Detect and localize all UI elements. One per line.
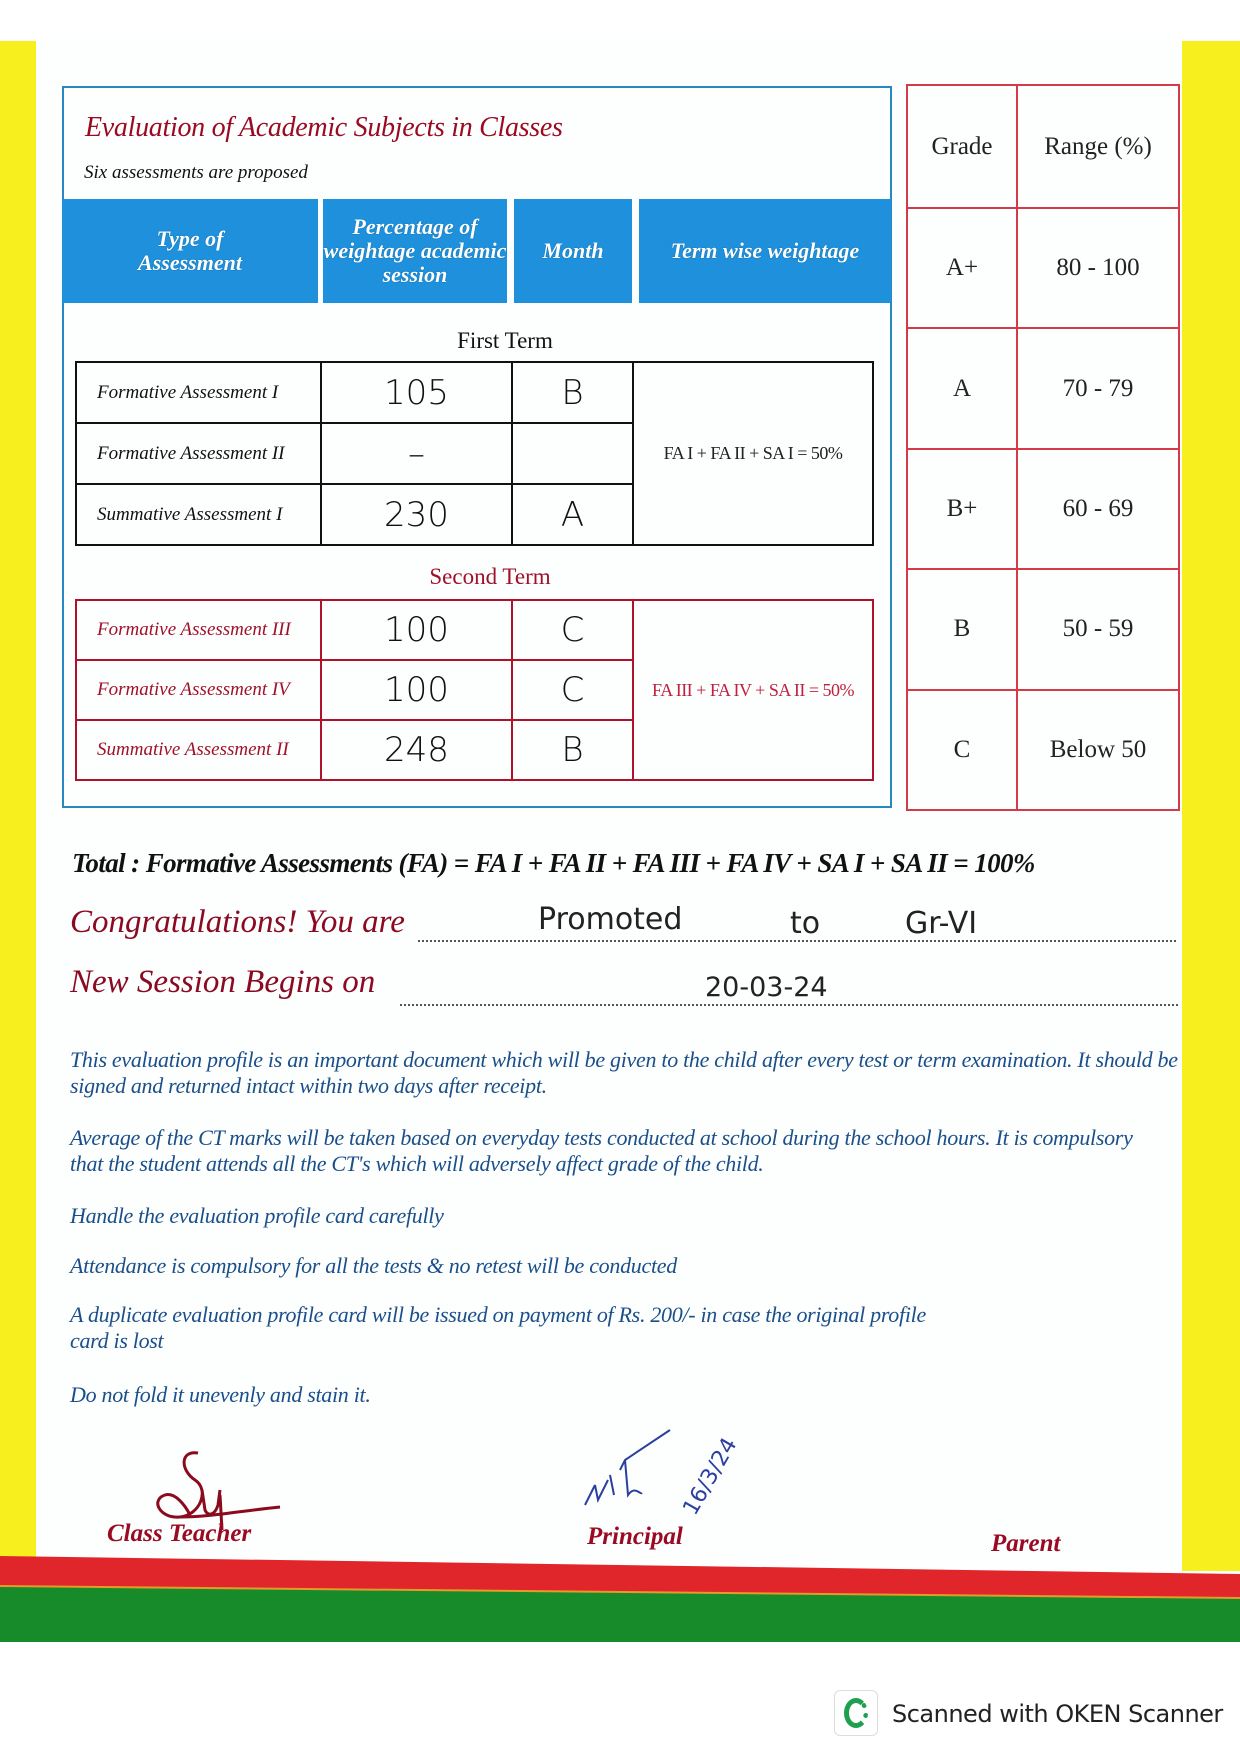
note-3: Handle the evaluation profile card carefully: [70, 1203, 444, 1228]
range: 70 - 79: [1017, 328, 1179, 448]
header-percentage: Percentage of weightage academic session: [323, 199, 507, 303]
table-row: [907, 85, 1179, 208]
assessment-name: Summative Assessment II: [76, 720, 321, 780]
assessment-month: B: [512, 720, 633, 780]
table-row: [76, 362, 873, 423]
principal-signature-date: 16/3/24: [678, 1433, 743, 1520]
range: 50 - 59: [1017, 569, 1179, 689]
note-1: This evaluation profile is an important document which will be given to the child after every test or term examination. It should be signed and returned intact within two days after receipt.: [70, 1047, 1178, 1098]
assessment-value: 105: [321, 362, 512, 423]
first-term-label: First Term: [457, 328, 553, 353]
assessment-value: 248: [321, 720, 512, 780]
assessment-name: Formative Assessment II: [76, 423, 321, 484]
assessment-month: C: [512, 600, 633, 660]
grade: A+: [907, 208, 1017, 328]
assessment-name: Summative Assessment I: [76, 484, 321, 545]
grade: B+: [907, 449, 1017, 569]
assessment-name: Formative Assessment III: [76, 600, 321, 660]
session-dotted-line: [400, 1004, 1178, 1006]
note-4: Attendance is compulsory for all the tests & no retest will be conducted: [70, 1253, 677, 1278]
class-teacher-label: Class Teacher: [107, 1520, 252, 1547]
congrats-value-promoted: Promoted: [538, 902, 683, 937]
header-type: Type of Assessment: [62, 199, 318, 303]
first-term-table: [75, 361, 874, 546]
subtitle: Six assessments are proposed: [84, 162, 308, 183]
table-row: [907, 328, 1179, 448]
header-term-weightage: Term wise weightage: [639, 199, 891, 303]
table-row: [907, 569, 1179, 689]
session-label: New Session Begins on: [70, 964, 376, 1000]
second-term-table: [75, 599, 874, 781]
oken-logo-icon: [844, 1698, 868, 1728]
table-row: [907, 208, 1179, 328]
assessment-value: 230: [321, 484, 512, 545]
term-weightage: FA I + FA II + SA I = 50%: [633, 362, 873, 545]
bottom-color-bands: [0, 1550, 1240, 1642]
note-6: Do not fold it unevenly and stain it.: [70, 1382, 371, 1407]
right-yellow-border: [1182, 41, 1240, 1571]
page-title: Evaluation of Academic Subjects in Classes: [85, 112, 563, 143]
table-row: [76, 600, 873, 660]
principal-signature: [580, 1425, 770, 1535]
range: 80 - 100: [1017, 208, 1179, 328]
scanner-watermark: Scanned with OKEN Scanner: [892, 1700, 1223, 1728]
second-term-label: Second Term: [429, 564, 551, 589]
congrats-value-to: to: [790, 906, 821, 941]
assessment-name: Formative Assessment I: [76, 362, 321, 423]
assessment-month: A: [512, 484, 633, 545]
total-formula: Total : Formative Assessments (FA) = FA I + FA II + FA III + FA IV + SA I + SA II = 100%: [72, 848, 1035, 878]
grade: C: [907, 690, 1017, 810]
grade: B: [907, 569, 1017, 689]
range: Below 50: [1017, 690, 1179, 810]
header-month: Month: [514, 199, 632, 303]
congrats-value-grade: Gr-VI: [905, 906, 978, 941]
principal-label: Principal: [587, 1523, 683, 1550]
assessment-value: –: [321, 423, 512, 484]
grade: A: [907, 328, 1017, 448]
range-header: Range (%): [1017, 85, 1179, 208]
assessment-value: 100: [321, 660, 512, 720]
congrats-label: Congratulations! You are: [70, 904, 405, 940]
grade-table: [906, 84, 1180, 811]
assessment-month: [512, 423, 633, 484]
table-row: [907, 449, 1179, 569]
session-date: 20-03-24: [705, 972, 828, 1003]
term-weightage: FA III + FA IV + SA II = 50%: [633, 600, 873, 780]
oken-logo: [834, 1690, 878, 1736]
left-yellow-border: [0, 41, 36, 1561]
assessment-month: B: [512, 362, 633, 423]
note-2: Average of the CT marks will be taken based on everyday tests conducted at school during the school hours. It is compulsory that the student attends all the CT's which will adversely affect grade of the child.: [70, 1125, 1133, 1176]
assessment-month: C: [512, 660, 633, 720]
assessment-name: Formative Assessment IV: [76, 660, 321, 720]
assessment-value: 100: [321, 600, 512, 660]
note-5: A duplicate evaluation profile card will be issued on payment of Rs. 200/- in case the original profile card is lost: [70, 1302, 926, 1353]
table-row: [907, 690, 1179, 810]
parent-label: Parent: [991, 1530, 1061, 1557]
range: 60 - 69: [1017, 449, 1179, 569]
grade-header: Grade: [907, 85, 1017, 208]
